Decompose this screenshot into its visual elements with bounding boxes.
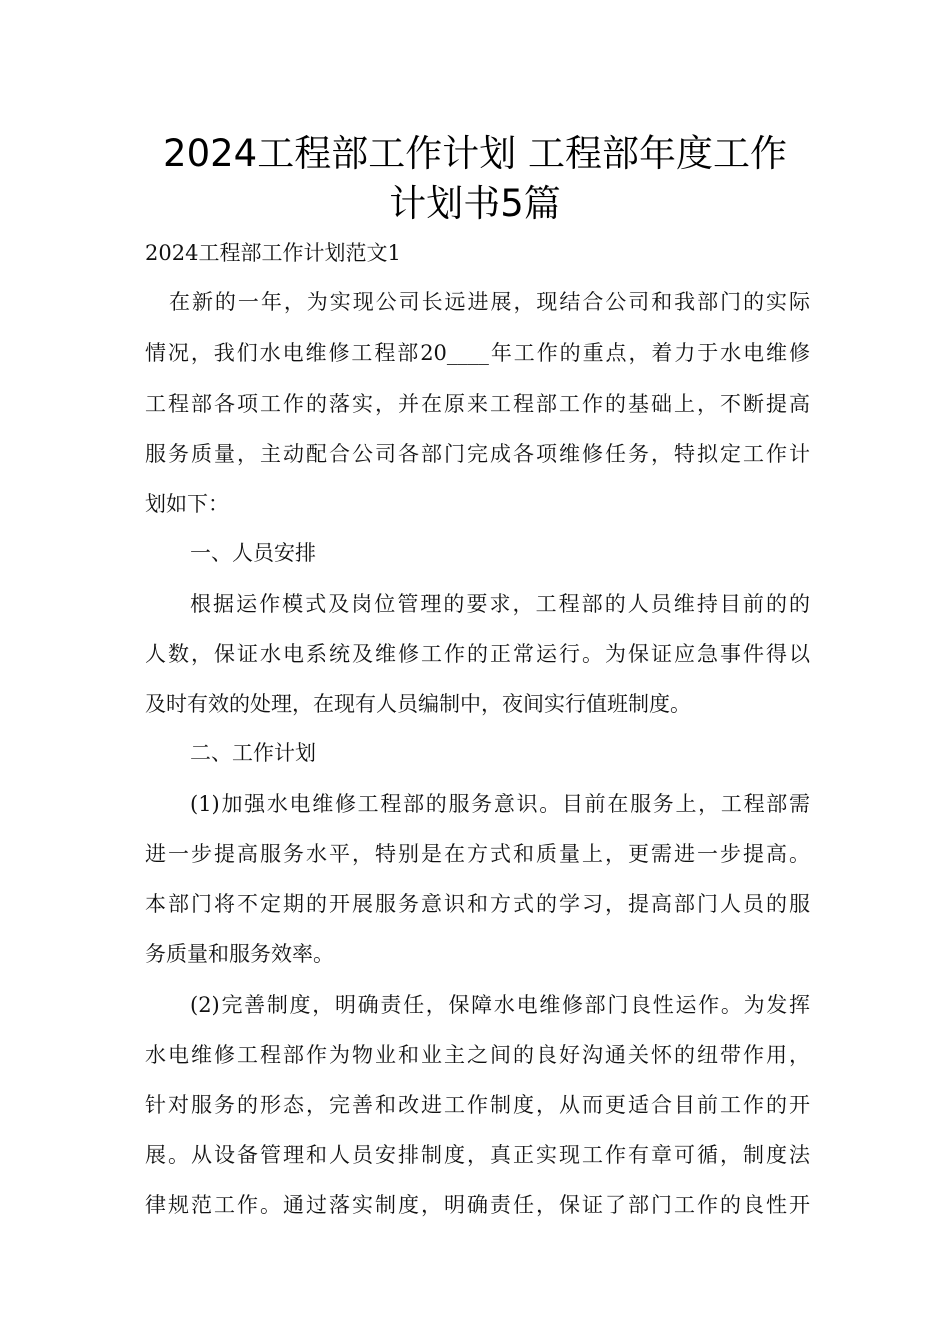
- paragraph-line: 律规范工作。通过落实制度，明确责任，保证了部门工作的良性开: [145, 1193, 810, 1217]
- section-heading-staffing: 一、人员安排: [190, 541, 316, 565]
- document-subtitle: 2024工程部工作计划范文1: [145, 241, 401, 265]
- paragraph-line: 在新的一年，为实现公司长远进展，现结合公司和我部门的实际: [169, 290, 810, 314]
- paragraph-line: 划如下：: [145, 492, 229, 516]
- paragraph-line: 本部门将不定期的开展服务意识和方式的学习，提高部门人员的服: [145, 892, 810, 916]
- section-heading-work-plan: 二、工作计划: [190, 741, 316, 765]
- paragraph-line: 人数，保证水电系统及维修工作的正常运行。为保证应急事件得以: [145, 642, 810, 666]
- paragraph-line: 进一步提高服务水平，特别是在方式和质量上，更需进一步提高。: [145, 842, 810, 866]
- document-title-line-1: 2024工程部工作计划 工程部年度工作: [163, 132, 787, 175]
- paragraph-line: 水电维修工程部作为物业和业主之间的良好沟通关怀的纽带作用，: [145, 1043, 810, 1067]
- paragraph-line: 根据运作模式及岗位管理的要求，工程部的人员维持目前的的: [190, 592, 810, 616]
- paragraph-line: 工程部各项工作的落实，并在原来工程部工作的基础上，不断提高: [145, 392, 810, 416]
- document-title-line-2: 计划书5篇: [389, 182, 561, 225]
- paragraph-line: 及时有效的处理，在现有人员编制中，夜间实行值班制度。: [145, 692, 691, 716]
- paragraph-line: 展。从设备管理和人员安排制度，真正实现工作有章可循，制度法: [145, 1143, 810, 1167]
- paragraph-line: 服务质量，主动配合公司各部门完成各项维修任务，特拟定工作计: [145, 442, 810, 466]
- paragraph-line: (1)加强水电维修工程部的服务意识。目前在服务上，工程部需: [190, 792, 810, 816]
- paragraph-line: 务质量和服务效率。: [145, 942, 334, 966]
- paragraph-line: (2)完善制度，明确责任，保障水电维修部门良性运作。为发挥: [190, 993, 810, 1017]
- paragraph-line: 针对服务的形态，完善和改进工作制度，从而更适合目前工作的开: [145, 1093, 810, 1117]
- paragraph-line: 情况，我们水电维修工程部20____年工作的重点，着力于水电维修: [145, 341, 810, 365]
